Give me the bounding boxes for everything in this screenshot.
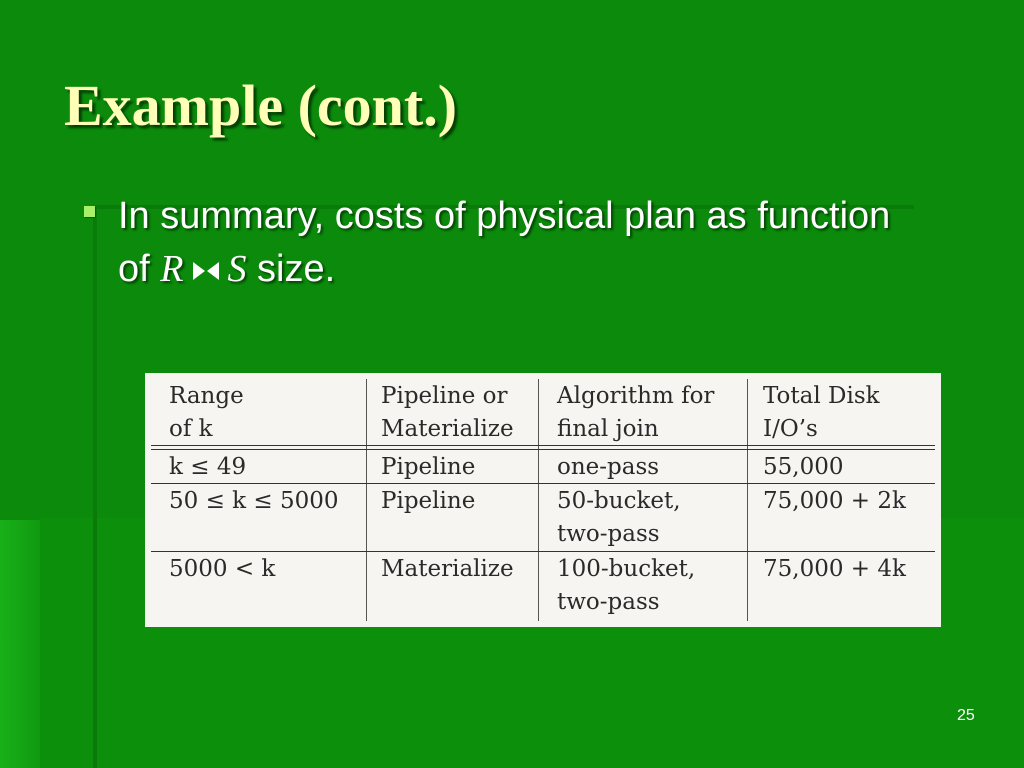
row3-algorithm: 100-bucket, two-pass: [557, 556, 696, 615]
row3-range: 5000 < k: [169, 556, 276, 582]
header-io: Total Disk I/O’s: [763, 383, 880, 442]
header-algorithm: Algorithm for final join: [557, 383, 715, 442]
column-divider: [538, 379, 539, 621]
relation-right: S: [227, 248, 247, 290]
relation-left: R: [160, 248, 184, 290]
header-rule: [151, 449, 935, 450]
natural-join-icon: [191, 260, 221, 282]
bullet-suffix: size.: [257, 248, 336, 290]
row1-algorithm: one-pass: [557, 454, 660, 480]
bullet-text: [118, 190, 918, 296]
background-rule-vertical: [93, 205, 97, 768]
bullet-prefix: In summary, costs of physical plan as function of: [118, 195, 891, 290]
column-divider: [747, 379, 748, 621]
header-range: Range of k: [169, 383, 244, 442]
page-number: 25: [957, 707, 975, 724]
cost-table: [145, 373, 941, 627]
row2-algorithm: 50-bucket, two-pass: [557, 488, 681, 547]
row-rule: [151, 551, 935, 552]
row2-range: 50 ≤ k ≤ 5000: [169, 488, 339, 514]
background-left-strip: [0, 520, 40, 768]
slide-title: Example (cont.): [64, 73, 458, 138]
row1-range: k ≤ 49: [169, 454, 247, 480]
row2-io: 75,000 + 2k: [763, 488, 906, 514]
header-mode: Pipeline or Materialize: [381, 383, 514, 442]
row1-io: 55,000: [763, 454, 844, 480]
column-divider: [366, 379, 367, 621]
row1-mode: Pipeline: [381, 454, 476, 480]
row2-mode: Pipeline: [381, 488, 476, 514]
row3-mode: Materialize: [381, 556, 514, 582]
row3-io: 75,000 + 4k: [763, 556, 906, 582]
bullet-square-icon: [84, 206, 95, 217]
